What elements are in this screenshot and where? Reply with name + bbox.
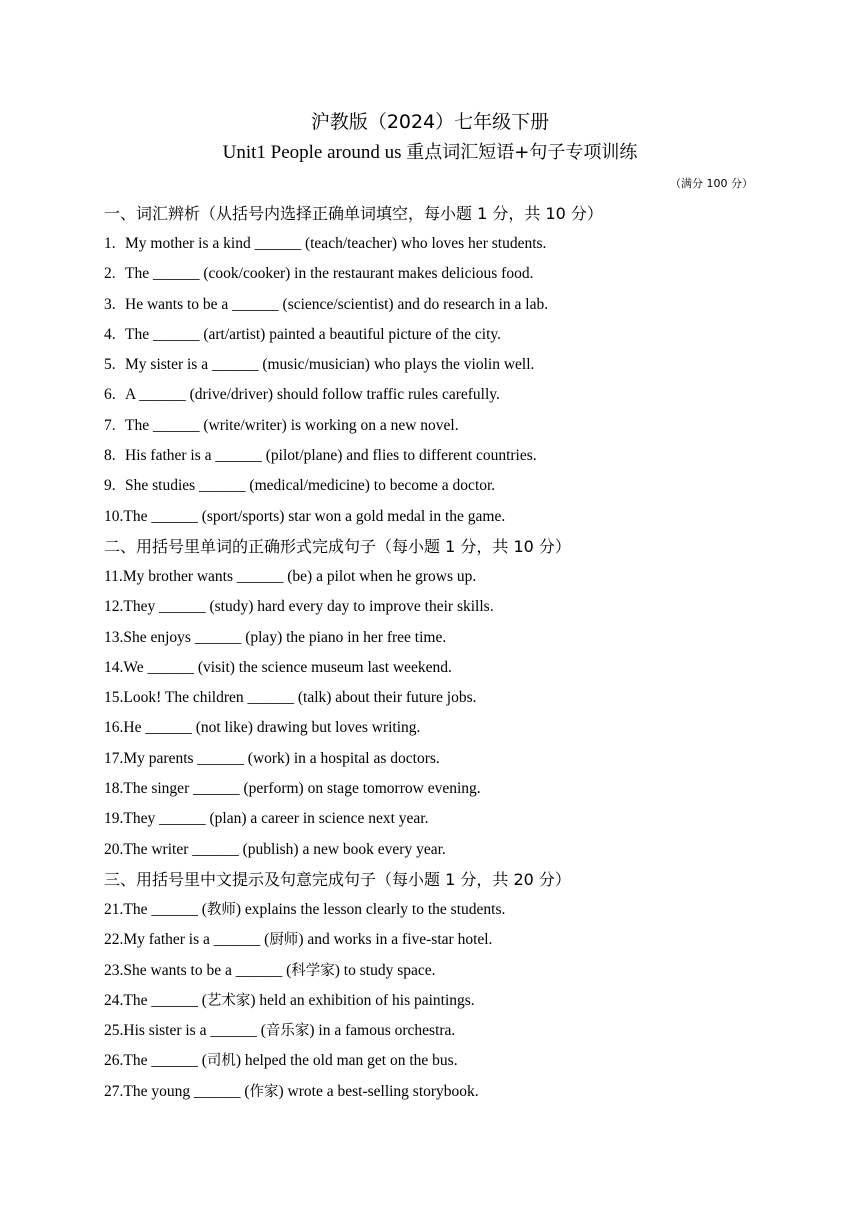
question-number: 12. [104,598,124,616]
full-score-note: （满分 100 分） [670,177,753,190]
question-item [104,350,764,380]
question-number: 20. [104,840,124,858]
question-item [104,502,764,532]
question-item [104,1077,764,1107]
question-number: 23. [104,961,124,979]
question-text: She wants to be a ______ ( [123,961,292,979]
question-text: He ______ (not like) drawing but loves writing. [123,719,421,737]
question-number: 11. [104,567,123,585]
question-number: 19. [104,810,124,828]
subtitle-chinese: 重点词汇短语+句子专项训练 [406,142,638,163]
question-number: 7. [104,416,116,434]
question-number: 4. [104,325,116,343]
question-text: The ______ ( [123,1052,207,1070]
question-text-end: ) in a famous orchestra. [309,1022,456,1040]
section-heading: 三、用括号里中文提示及句意完成句子（每小题 1 分，共 20 分） [104,869,571,889]
question-number: 2. [104,265,116,283]
question-text: The ______ (art/artist) painted a beautiful picture of the city. [125,325,502,343]
question-text: The ______ ( [123,900,207,918]
question-item [104,411,764,441]
question-text: She enjoys ______ (play) the piano in her free time. [123,628,447,646]
question-item [104,290,764,320]
question-number: 9. [104,477,116,495]
question-text-end: ) held an exhibition of his paintings. [250,991,475,1009]
question-text: The writer ______ (publish) a new book every year. [123,840,446,858]
section-heading: 二、用括号里单词的正确形式完成句子（每小题 1 分，共 10 分） [104,536,571,556]
question-number: 27. [104,1082,124,1100]
question-item [104,956,764,986]
section-heading: 一、词汇辨析（从括号内选择正确单词填空，每小题 1 分，共 10 分） [104,204,603,223]
question-item [104,804,764,834]
question-text: A ______ (drive/driver) should follow traffic rules carefully. [125,386,500,404]
question-text-end: ) and works in a five-star hotel. [298,931,493,949]
chinese-hint: 艺术家 [206,992,251,1009]
question-number: 5. [104,356,116,374]
chinese-hint: 科学家 [291,962,335,979]
question-item [104,471,764,501]
question-text: She studies ______ (medical/medicine) to become a doctor. [125,477,496,495]
question-text-end: ) wrote a best-selling storybook. [278,1082,479,1100]
question-item [104,774,764,804]
question-item [104,744,764,774]
question-item [104,623,764,653]
question-text-end: ) helped the old man get on the bus. [235,1052,458,1070]
question-text: My brother wants ______ (be) a pilot when he grows up. [122,567,477,585]
question-text-end: ) to study space. [334,961,436,979]
chinese-hint: 作家 [249,1083,279,1100]
question-item [104,259,764,289]
question-text: His father is a ______ (pilot/plane) and flies to different countries. [125,447,537,465]
question-item [104,592,764,622]
question-number: 16. [104,719,124,737]
question-text: My father is a ______ ( [123,931,270,949]
question-number: 18. [104,780,124,798]
question-item [104,713,764,743]
question-number: 26. [104,1052,124,1070]
question-item [104,895,764,925]
question-number: 15. [104,689,124,707]
chinese-hint: 厨师 [269,932,299,949]
question-text: He wants to be a ______ (science/scientist) and do research in a lab. [125,295,549,313]
chinese-hint: 教师 [206,901,236,918]
question-number: 8. [104,447,116,465]
question-text: My sister is a ______ (music/musician) who plays the violin well. [125,356,535,374]
question-text: The young ______ ( [123,1082,250,1100]
question-item [104,229,764,259]
question-text-end: ) explains the lesson clearly to the students. [235,900,506,918]
question-item [104,320,764,350]
question-item [104,683,764,713]
question-number: 24. [104,991,124,1009]
chinese-hint: 司机 [206,1053,236,1070]
question-text: The ______ (write/writer) is working on a new novel. [125,416,459,434]
question-number: 10. [104,507,124,525]
question-item [104,986,764,1016]
question-item [104,441,764,471]
question-item [104,562,764,592]
question-item [104,653,764,683]
question-text: The ______ (cook/cooker) in the restaurant makes delicious food. [125,265,534,283]
question-number: 17. [104,749,124,767]
question-number: 14. [104,658,124,676]
question-text: My mother is a kind ______ (teach/teacher) who loves her students. [125,235,547,252]
question-number: 6. [104,386,116,404]
document-subtitle [0,139,860,167]
question-text: My parents ______ (work) in a hospital as doctors. [123,749,440,767]
question-text: Look! The children ______ (talk) about their future jobs. [123,689,477,707]
exercise-content [104,199,764,1107]
question-text: They ______ (study) hard every day to improve their skills. [123,598,494,616]
question-text: The ______ ( [123,991,207,1009]
question-text: The singer ______ (perform) on stage tomorrow evening. [123,780,481,798]
question-number: 22. [104,931,124,949]
question-number: 3. [104,295,116,313]
question-item [104,380,764,410]
subtitle-english: Unit1 People around us [222,142,407,163]
question-text: We ______ (visit) the science museum last weekend. [123,658,452,676]
question-item [104,1016,764,1046]
document-title: 沪教版（2024）七年级下册 [310,111,550,133]
question-item [104,1046,764,1076]
question-number: 25. [104,1022,124,1040]
question-number: 21. [104,900,124,918]
question-item [104,925,764,955]
question-text: The ______ (sport/sports) star won a gold medal in the game. [123,507,506,525]
question-item [104,835,764,865]
question-number: 13. [104,628,124,646]
question-number: 1. [104,235,116,252]
question-text: They ______ (plan) a career in science next year. [123,810,429,828]
question-text: His sister is a ______ ( [123,1022,266,1040]
chinese-hint: 音乐家 [265,1023,310,1040]
